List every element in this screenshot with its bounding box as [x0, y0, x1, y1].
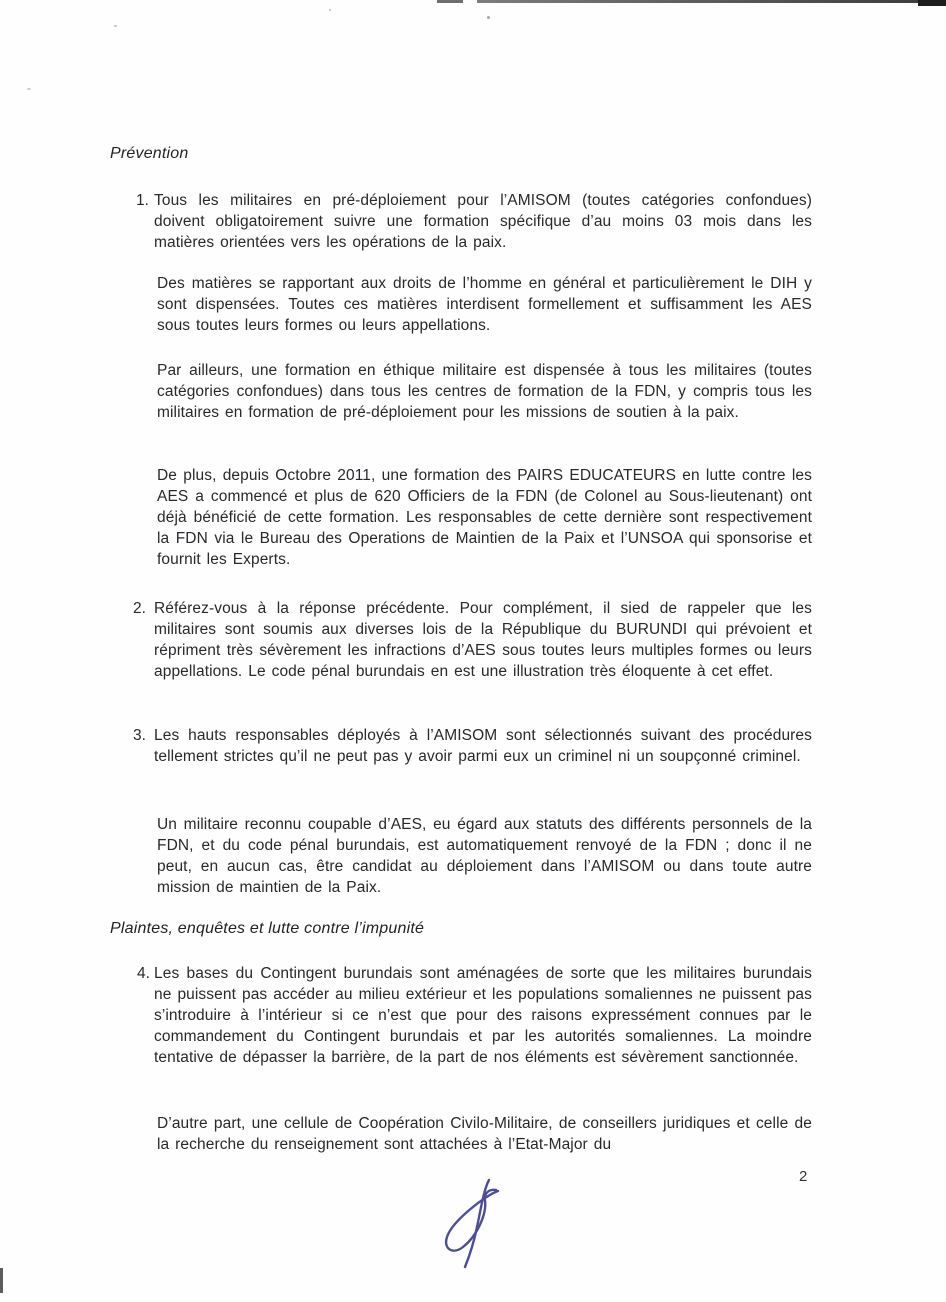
scan-artifact-left-edge: [0, 1268, 3, 1293]
list-number-3: 3.: [133, 727, 146, 744]
page-number: 2: [799, 1168, 808, 1185]
scan-artifact-top-line: [477, 0, 946, 3]
item-1-paragraph-3: De plus, depuis Octobre 2011, une formation des PAIRS EDUCATEURS en lutte contre les AES a commencé et plus de 620 Officiers de la FDN (de Colonel au Sous-lieutenant) ont déjà bénéficié de cette formation. Les responsables de cette dernière sont respectivement la FDN via le Bureau des Operations de Maintien de la Paix et l’UNSOA qui sponsorise et fournit les Experts.: [157, 467, 812, 568]
scan-speck: [329, 9, 331, 11]
scan-speck: [114, 25, 117, 27]
list-item-4: Les bases du Contingent burundais sont aménagées de sorte que les militaires burundais ne puissent pas accéder au milieu extérieur et les populations somaliennes ne puissent pas s’introduire à l’intérieur si ce n’est que pour des raisons expressément connues par le commandement du Contingent burundais et par les autorités somaliennes. La moindre tentative de dépasser la barrière, de la part de nos éléments est sévèrement sanctionnée.: [154, 965, 812, 1066]
scan-speck: [27, 88, 31, 90]
list-item-1: Tous les militaires en pré-déploiement pour l’AMISOM (toutes catégories confondues) doivent obligatoirement suivre une formation spécifique d’au moins 03 mois dans les matières orientées vers les opérations de la paix.: [154, 192, 812, 251]
list-number-4: 4.: [137, 965, 150, 982]
signature-icon: [436, 1176, 520, 1270]
list-item-3: Les hauts responsables déployés à l’AMISOM sont sélectionnés suivant des procédures tellement strictes qu’il ne peut pas y avoir parmi eux un criminel ni un soupçonné criminel.: [154, 727, 812, 765]
section-heading-prevention: Prévention: [110, 145, 189, 162]
list-number-1: 1.: [136, 192, 149, 209]
list-number-2: 2.: [133, 600, 146, 617]
scan-speck: [487, 16, 490, 19]
item-1-paragraph-1: Des matières se rapportant aux droits de l’homme en général et particulièrement le DIH y sont dispensées. Toutes ces matières interdisent formellement et suffisamment les AES sous toutes leurs formes ou leurs appellations.: [157, 275, 812, 334]
section-heading-plaintes: Plaintes, enquêtes et lutte contre l’impunité: [110, 920, 425, 937]
item-3-paragraph-1: Un militaire reconnu coupable d’AES, eu égard aux statuts des différents personnels de la FDN, et du code pénal burundais, est automatiquement renvoyé de la FDN ; donc il ne peut, en aucun cas, être candidat au déploiement dans l’AMISOM ou dans toute autre mission de maintien de la Paix.: [157, 816, 812, 896]
scan-artifact-top-dash: [437, 0, 463, 3]
list-item-2: Référez-vous à la réponse précédente. Pour complément, il sied de rappeler que les militaires sont soumis aux diverses lois de la République du BURUNDI qui prévoient et répriment très sévèrement les infractions d’AES sous toutes leurs multiples formes ou leurs appellations. Le code pénal burundais en est une illustration très éloquente à cet effet.: [154, 600, 812, 680]
scan-artifact-top-corner: [918, 0, 946, 6]
item-4-paragraph-1: D’autre part, une cellule de Coopération Civilo-Militaire, de conseillers juridiques et celle de la recherche du renseignement sont attachées à l’Etat-Major du: [157, 1115, 812, 1153]
item-1-paragraph-2: Par ailleurs, une formation en éthique militaire est dispensée à tous les militaires (toutes catégories confondues) dans tous les centres de formation de la FDN, y compris tous les militaires en formation de pré-déploiement pour les missions de soutien à la paix.: [157, 362, 812, 421]
